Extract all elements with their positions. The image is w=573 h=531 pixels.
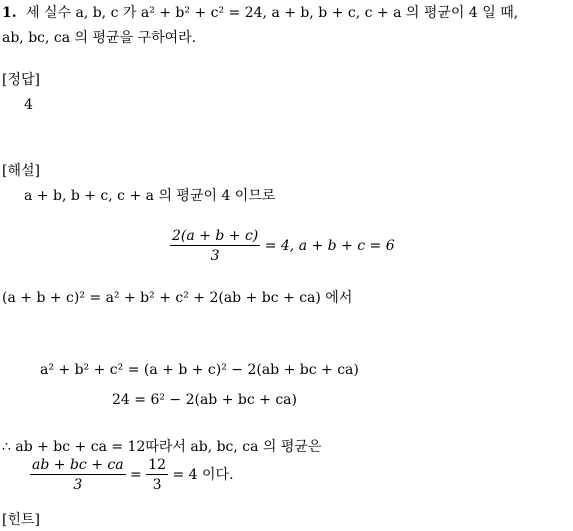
- fraction-numerator: 2(a + b + c): [172, 228, 259, 244]
- fraction-sum-over-3: [30, 458, 126, 492]
- equation-2: a² + b² + c² = (a + b + c)² − 2(ab + bc + ca): [40, 362, 359, 378]
- fraction-2abc-over-3: [170, 229, 260, 263]
- problem-line-1: 세 실수 a, b, c 가 a² + b² + c² = 24, a + b, b + c, c + a 의 평균이 4 일 때,: [26, 5, 519, 21]
- problem-line-2: ab, bc, ca 의 평균을 구하여라.: [2, 30, 197, 46]
- problem-number: 1.: [2, 5, 17, 21]
- solution-header: [해설]: [2, 163, 40, 179]
- equation-4-rest: = 4 이다.: [168, 467, 234, 483]
- fraction-denominator: 3: [152, 477, 162, 493]
- equals-sign: =: [125, 467, 147, 483]
- fraction-numerator: ab + bc + ca: [32, 457, 124, 473]
- solution-step-1: a + b, b + c, c + a 의 평균이 4 이므로: [24, 188, 276, 204]
- equation-3: 24 = 6² − 2(ab + bc + ca): [112, 392, 297, 408]
- answer-header: [정답]: [2, 72, 40, 88]
- fraction-12-over-3: [146, 458, 168, 492]
- solution-step-2: (a + b + c)² = a² + b² + c² + 2(ab + bc + ca) 에서: [2, 290, 353, 306]
- equation-4: [30, 458, 234, 492]
- fraction-numerator: 12: [148, 457, 167, 473]
- solution-step-3: ∴ ab + bc + ca = 12따라서 ab, bc, ca 의 평균은: [2, 439, 322, 455]
- answer-value: 4: [24, 97, 33, 113]
- hint-header: [힌트]: [2, 512, 40, 528]
- fraction-denominator: 3: [73, 477, 83, 493]
- fraction-denominator: 3: [210, 248, 220, 264]
- equation-1-rest: = 4, a + b + c = 6: [260, 238, 395, 254]
- equation-1: [170, 229, 395, 263]
